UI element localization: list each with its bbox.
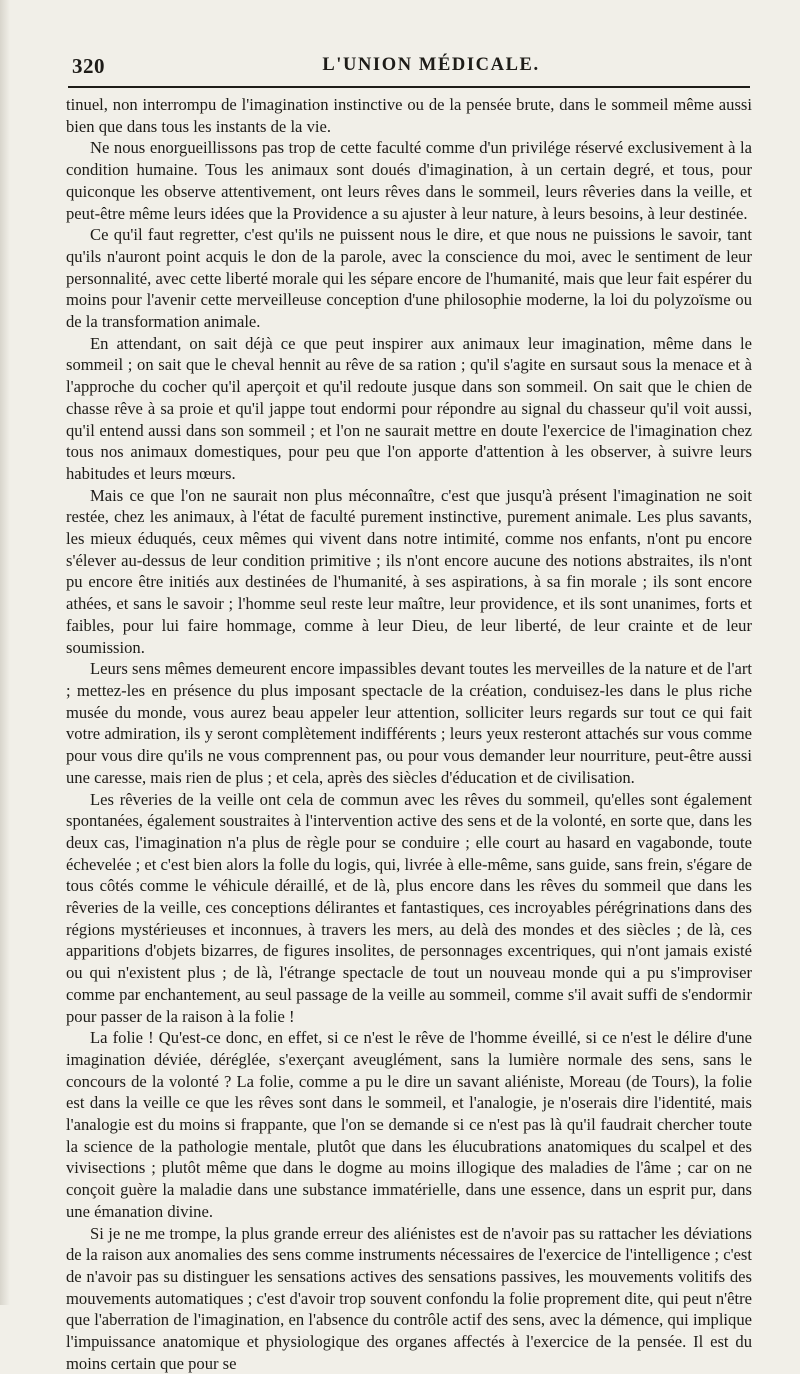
page-header (72, 48, 750, 82)
paragraph: Les rêveries de la veille ont cela de commun avec les rêves du sommeil, qu'elles sont également spontanées, également soustraites à l'intervention active des sens et de la volonté, en sorte que, dans les deux cas, l'imagination n'a plus de règle pour se conduire ; elle court au hasard en vagabonde, toute échevelée ; et c'est bien alors la folle du logis, qui, livrée à elle-même, sans guide, sans frein, s'égare de tous côtés comme le véhicule déraillé, et de là, plus encore dans les rêves du sommeil que dans les rêveries de la veille, ces conceptions délirantes et fantastiques, ces incroyables pérégrinations dans des régions mystérieuses et inconnues, à travers les mers, au delà des mondes et des siècles ; de là, ces apparitions d'objets bizarres, de figures insolites, de personnages excentriques, qui n'ont jamais existé ou qui n'existent plus ; de là, l'étrange spectacle de tout un nouveau monde qui a pu s'improviser comme par enchantement, au seul passage de la veille au sommeil, comme s'il avait suffi de s'endormir pour passer de la raison à la folie ! (66, 789, 752, 1026)
paragraph: La folie ! Qu'est-ce donc, en effet, si ce n'est le rêve de l'homme éveillé, si ce n'est le délire d'une imagination déviée, déréglée, s'exerçant aveuglément, sans la lumière normale des sens, sans le concours de la volonté ? La folie, comme a pu le dire un savant aliéniste, Moreau (de Tours), la folie est dans la veille ce que les rêves sont dans le sommeil, et l'analogie, je n'oserais dire l'identité, mais l'analogie est du moins si frappante, que l'on se demande si ce n'est pas là qu'il faudrait chercher toute la science de la pathologie mentale, plutôt que dans les élucubrations anatomiques du scalpel et des vivisections ; plutôt même que dans le dogme au moins illogique des maladies de l'âme ; car on ne conçoit guère la maladie dans une substance immatérielle, dans une essence, dans un esprit pur, dans une émanation divine. (66, 1028, 752, 1221)
paragraph: En attendant, on sait déjà ce que peut inspirer aux animaux leur imagination, même dans le sommeil ; on sait que le cheval hennit au rêve de sa ration ; qu'il s'agite en sursaut sous la menace et à l'approche du cocher qu'il aperçoit et qu'il redoute jusque dans son sommeil. On sait que le chien de chasse rêve à sa proie et qu'il jappe tout endormi pour répondre au signal du chasseur qu'il voit aussi, qu'il entend aussi dans son sommeil ; et l'on ne saurait mettre en doute l'exercice de l'imagination chez tous nos animaux domestiques, pour peu que l'on apporte d'attention à les observer, à suivre leurs habitudes et leurs mœurs. (66, 333, 752, 483)
paragraph: Ce qu'il faut regretter, c'est qu'ils ne puissent nous le dire, et que nous ne puissions le savoir, tant qu'ils n'auront point acquis le don de la parole, avec la conscience du moi, avec le sentiment de leur personnalité, avec cette liberté morale qui les sépare encore de l'humanité, mais que leur fait espérer du moins pour l'avenir cette merveilleuse conception d'une philosophie moderne, la loi du polyzoïsme ou de la transformation animale. (66, 225, 752, 332)
paragraph: Si je ne me trompe, la plus grande erreur des aliénistes est de n'avoir pas su rattacher les déviations de la raison aux anomalies des sens comme instruments nécessaires de l'exercice de l'intelligence ; c'est de n'avoir pas su distinguer les sensations actives des sensations passives, les mouvements volitifs des mouvements automatiques ; c'est d'avoir trop souvent confondu la folie proprement dite, qui peut n'être que l'aberration de l'imagination, en l'absence du contrôle actif des sens, avec la démence, qui implique l'impuissance anatomique et physiologique des organes affectés à l'exercice de la pensée. Il est du moins certain que pour se (66, 1223, 752, 1373)
body-text (66, 94, 752, 1374)
page-number: 320 (72, 54, 105, 78)
page-gutter-shadow (0, 0, 10, 1305)
running-title: L'UNION MÉDICALE. (322, 55, 540, 75)
paragraph: Ne nous enorgueillissons pas trop de cette faculté comme d'un privilége réservé exclusivement à la condition humaine. Tous les animaux sont doués d'imagination, à un certain degré, et tous, pour quiconque les observe attentivement, ont leurs rêves dans le sommeil, leurs rêveries dans la veille, et peut-être même leurs idées que la Providence a su ajuster à leur nature, à leurs besoins, à leur destinée. (66, 138, 752, 223)
paragraph: Leurs sens mêmes demeurent encore impassibles devant toutes les merveilles de la nature et de l'art ; mettez-les en présence du plus imposant spectacle de la création, conduisez-les dans le plus riche musée du monde, vous aurez beau appeler leur attention, solliciter leurs regards sur tout ce qui fait votre admiration, ils y seront complètement indifférents ; leurs yeux resteront attachés sur vous comme pour vous dire qu'ils ne vous comprennent pas, ou pour vous demander leur nourriture, peut-être aussi une caresse, mais rien de plus ; et cela, après des siècles d'éducation et de civilisation. (66, 659, 752, 787)
header-rule (68, 86, 750, 88)
paragraph: tinuel, non interrompu de l'imagination instinctive ou de la pensée brute, dans le sommeil même aussi bien que dans tous les instants de la vie. (66, 95, 752, 136)
paragraph: Mais ce que l'on ne saurait non plus méconnaître, c'est que jusqu'à présent l'imagination ne soit restée, chez les animaux, à l'état de faculté purement instinctive, purement animale. Les plus savants, les mieux éduqués, ceux mêmes qui vivent dans notre intimité, comme nos enfants, n'ont pu encore s'élever au-dessus de leur condition primitive ; ils n'ont encore aucune des notions abstraites, ils n'ont pu encore être initiés aux destinées de l'humanité, à ses aspirations, à sa fin morale ; ils sont encore athées, et sans le savoir ; l'homme seul reste leur maître, leur providence, et ils sont unanimes, forts et faibles, pour lui faire hommage, comme à leur Dieu, de leur liberté, de leur crainte et de leur soumission. (66, 485, 752, 657)
